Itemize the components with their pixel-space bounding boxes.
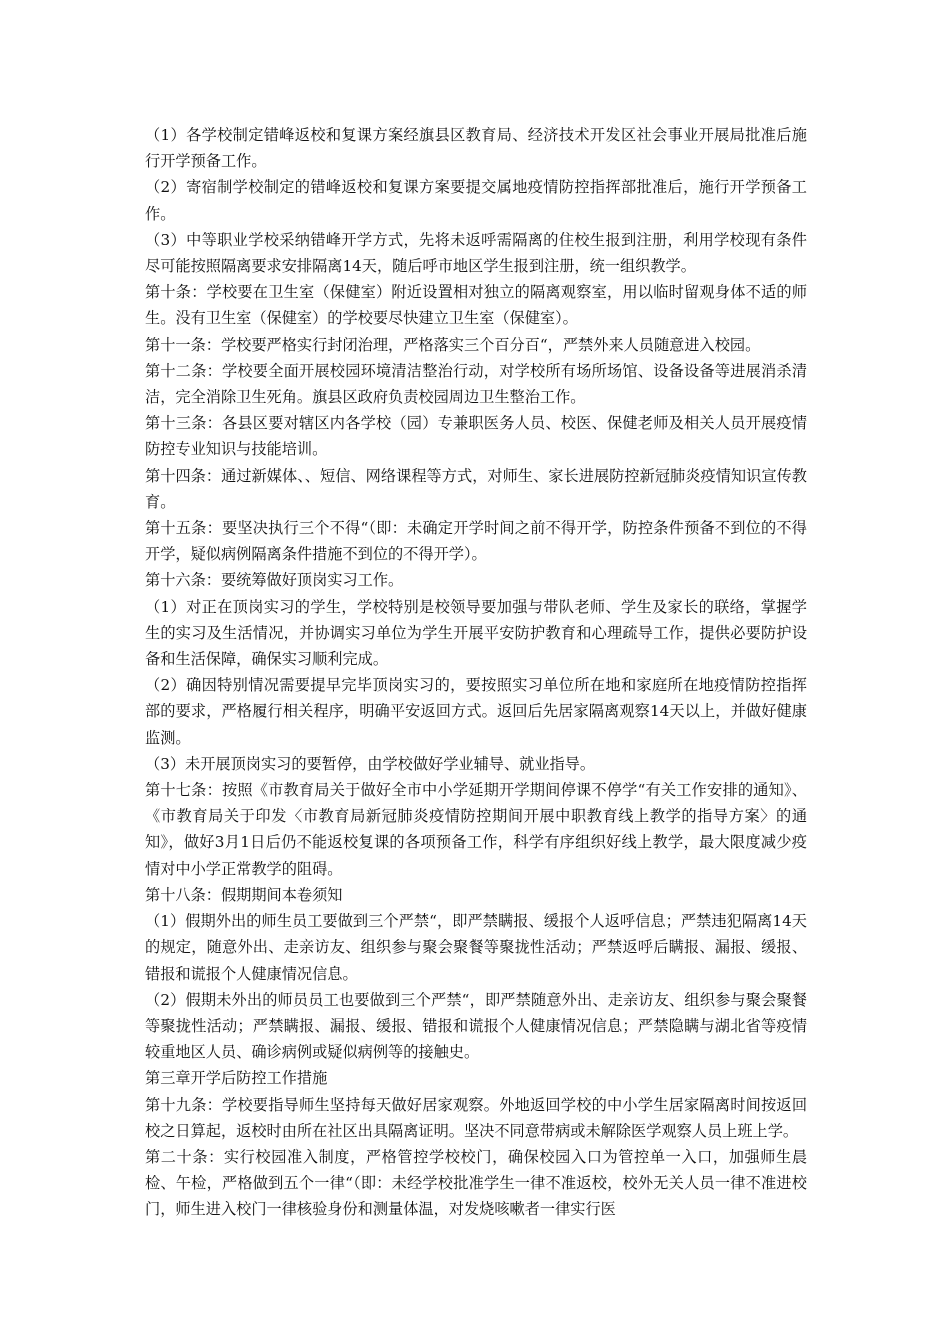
article-14: 第十四条：通过新媒体、、短信、网络课程等方式，对师生、家长进展防控新冠肺炎疫情知识宣传教育。 [145, 466, 807, 511]
article-10: 第十条：学校要在卫生室（保健室）附近设置相对独立的隔离观察室，用以临时留观身体不适的师生。没有卫生室（保健室）的学校要尽快建立卫生室（保健室）。 [145, 283, 807, 328]
article-11: 第十一条：学校要严格实行封闭治理，严格落实三个百分百“，严禁外来人员随意进入校园。 [145, 335, 761, 354]
article-16: 第十六条：要统筹做好顶岗实习工作。 [145, 571, 404, 590]
article-20: 第二十条：实行校园准入制度，严格管控学校校门，确保校园入口为管控单一入口，加强师生晨检、午检，严格做到五个一律“（即：未经学校批准学生一律不准返校，校外无关人员一律不准进校门，师生进入校门一律核验身份和测量体温，对发烧咳嗽者一律实行医 [145, 1147, 807, 1219]
article-18: 第十八条：假期期间本卷须知 [145, 885, 343, 904]
article-13: 第十三条：各县区要对辖区内各学校（园）专兼职医务人员、校医、保健老师及相关人员开展疫情防控专业知识与技能培训。 [145, 414, 807, 459]
paragraph: （1）各学校制定错峰返校和复课方案经旗县区教育局、经济技术开发区社会事业开展局批准后施行开学预备工作。 [145, 126, 807, 171]
chapter-heading: 第三章开学后防控工作措施 [145, 1069, 328, 1088]
paragraph: （3）未开展顶岗实习的要暂停，由学校做好学业辅导、就业指导。 [145, 754, 596, 773]
paragraph: （3）中等职业学校采纳错峰开学方式，先将未返呼需隔离的住校生报到注册，利用学校现有条件尽可能按照隔离要求安排隔离14天，随后呼市地区学生报到注册，统一组织教学。 [145, 230, 807, 276]
paragraph: （1）假期外出的师生员工要做到三个严禁“，即严禁瞒报、缓报个人返呼信息；严禁违犯隔离14天的规定，随意外出、走亲访友、组织参与聚会聚餐等聚拢性活动；严禁返呼后瞒报、漏报、缓报、错报和谎报个人健康情况信息。 [145, 912, 807, 983]
article-12: 第十二条：学校要全面开展校园环境清洁整治行动，对学校所有场所场馆、设备设备等进展消杀清洁，完全消除卫生死角。旗县区政府负责校园周边卫生整治工作。 [145, 361, 807, 407]
article-17: 第十七条：按照《市教育局关于做好全市中小学延期开学期间停课不停学“有关工作安排的通知》、《市教育局关于印发〈市教育局新冠肺炎疫情防控期间开展中职教育线上教学的指导方案〉的通知》，做好3月1日后仍不能返校复课的各项预备工作，科学有序组织好线上教学，最大限度减少疫情对中小学正常教学的阻碍。 [145, 781, 807, 878]
paragraph: （2）假期未外出的师员员工也要做到三个严禁“，即严禁随意外出、走亲访友、组织参与聚会聚餐等聚拢性活动；严禁瞒报、漏报、缓报、错报和谎报个人健康情况信息；严禁隐瞒与湖北省等疫情较重地区人员、确诊病例或疑似病例等的接触史。 [145, 990, 807, 1062]
paragraph: （2）确因特别情况需要提早完毕顶岗实习的，要按照实习单位所在地和家庭所在地疫情防控指挥部的要求，严格履行相关程序，明确平安返回方式。返回后先居家隔离观察14天以上，并做好健康监测。 [145, 676, 807, 747]
paragraph: （1）对正在顶岗实习的学生，学校特别是校领导要加强与带队老师、学生及家长的联络，掌握学生的实习及生活情况，并协调实习单位为学生开展平安防护教育和心理疏导工作，提供必要防护设备和生活保障，确保实习顺利完成。 [145, 597, 807, 669]
document-body [145, 122, 807, 1223]
article-19: 第十九条：学校要指导师生坚持每天做好居家观察。外地返回学校的中小学生居家隔离时间按返回校之日算起，返校时由所在社区出具隔离证明。坚决不同意带病或未解除医学观察人员上班上学。 [145, 1095, 807, 1140]
article-15: 第十五条：要坚决执行三个不得“（即：未确定开学时间之前不得开学，防控条件预备不到位的不得开学，疑似病例隔离条件措施不到位的不得开学）。 [145, 519, 807, 564]
paragraph: （2）寄宿制学校制定的错峰返校和复课方案要提交属地疫情防控指挥部批准后，施行开学预备工作。 [145, 178, 807, 223]
